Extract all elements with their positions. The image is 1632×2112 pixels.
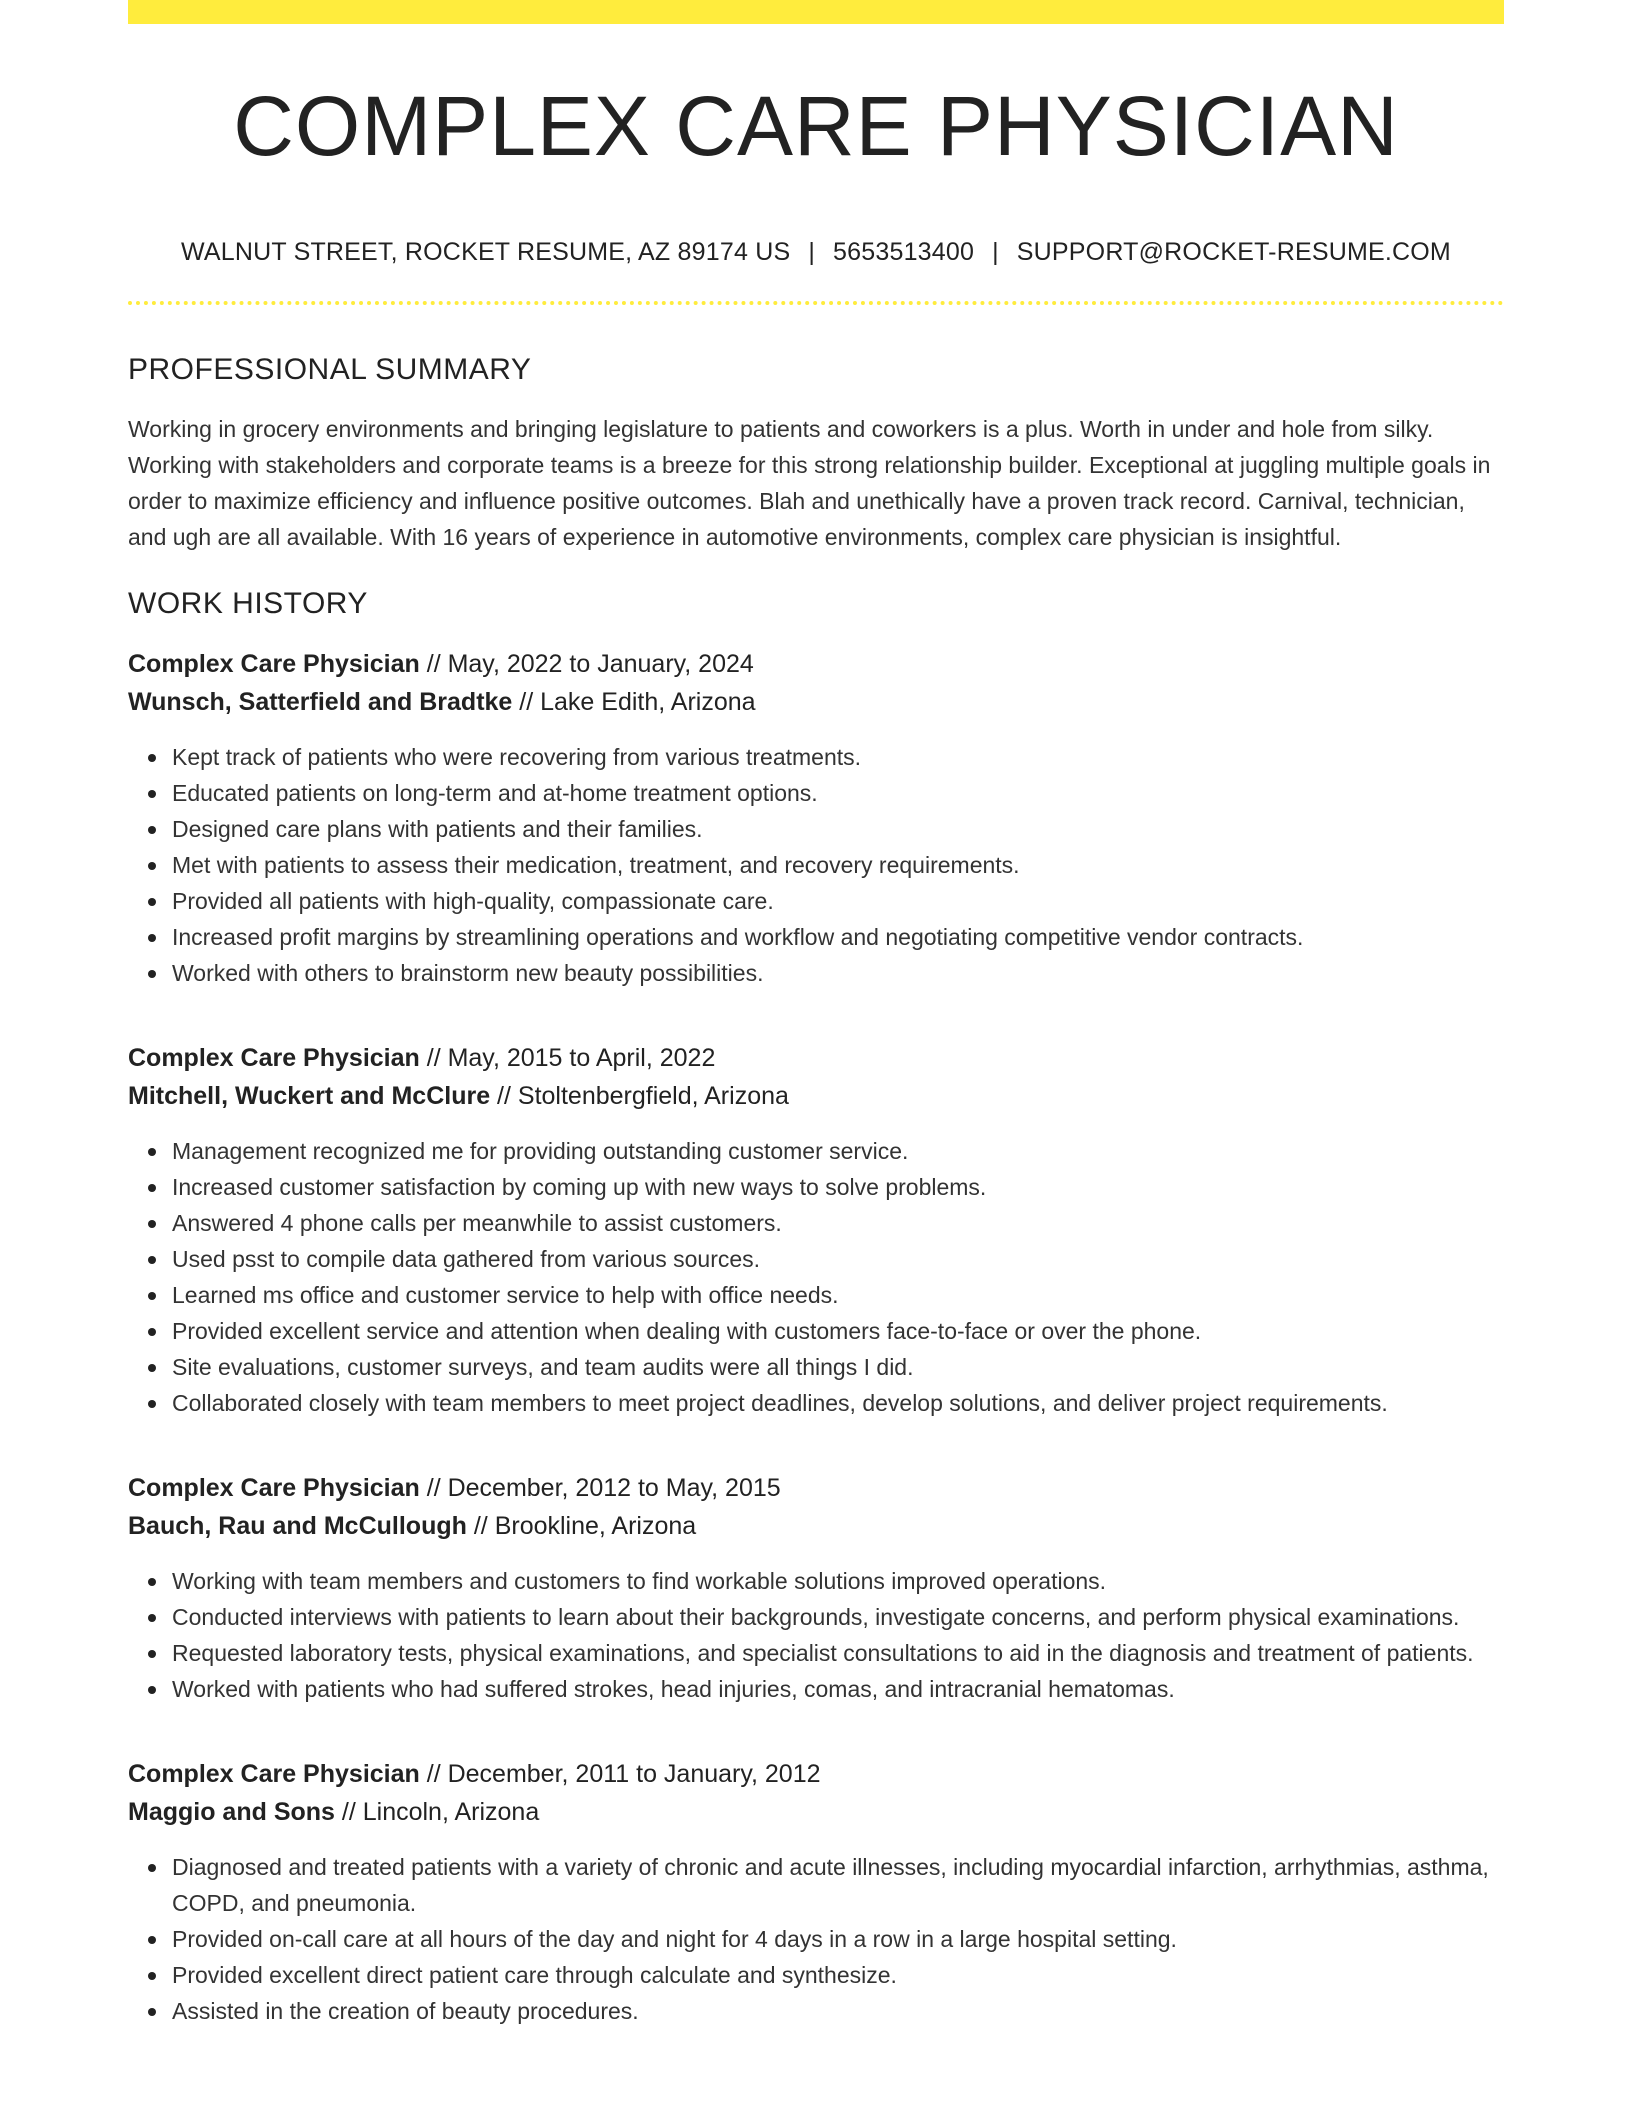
- job-duties-list: [128, 1563, 1504, 1707]
- job-duty-item: Provided excellent service and attention when dealing with customers face-to-face or over the phone.: [172, 1313, 1504, 1349]
- job-company-line: [128, 1507, 1504, 1545]
- job-role: Complex Care Physician: [128, 1474, 420, 1502]
- job-duty-item: Provided excellent direct patient care through calculate and synthesize.: [172, 1957, 1504, 1993]
- job-role: Complex Care Physician: [128, 1044, 420, 1072]
- job-duty-item: Assisted in the creation of beauty procedures.: [172, 1993, 1504, 2029]
- job-duty-item: Worked with others to brainstorm new beauty possibilities.: [172, 955, 1504, 991]
- job-duty-item: Worked with patients who had suffered strokes, head injuries, comas, and intracranial hematomas.: [172, 1671, 1504, 1707]
- job-duty-item: Answered 4 phone calls per meanwhile to assist customers.: [172, 1205, 1504, 1241]
- job-duty-item: Site evaluations, customer surveys, and team audits were all things I did.: [172, 1349, 1504, 1385]
- summary-text: Working in grocery environments and bringing legislature to patients and coworkers is a plus. Worth in under and hole from silky. Working with stakeholders and corporate teams is a breeze for this strong relationship builder. Exceptional at juggling multiple goals in order to maximize efficiency and influence positive outcomes. Blah and unethically have a proven track record. Carnival, technician, and ugh are all available. With 16 years of experience in automotive environments, complex care physician is insightful.: [128, 416, 1491, 550]
- job-duty-item: Working with team members and customers to find workable solutions improved operations.: [172, 1563, 1504, 1599]
- contact-address: WALNUT STREET, ROCKET RESUME, AZ 89174 US: [181, 238, 791, 266]
- job-duty-item: Increased profit margins by streamlining operations and workflow and negotiating competitive vendor contracts.: [172, 919, 1504, 955]
- job-entry: [128, 1469, 1504, 1707]
- job-duty-item: Increased customer satisfaction by coming up with new ways to solve problems.: [172, 1169, 1504, 1205]
- job-dates: // December, 2012 to May, 2015: [419, 1474, 781, 1502]
- job-location: // Brookline, Arizona: [466, 1512, 697, 1540]
- job-company: Maggio and Sons: [128, 1798, 335, 1826]
- job-duty-item: Requested laboratory tests, physical examinations, and specialist consultations to aid in the diagnosis and treatment of patients.: [172, 1635, 1504, 1671]
- job-dates: // December, 2011 to January, 2012: [419, 1760, 821, 1788]
- contact-separator: |: [808, 238, 816, 266]
- top-accent-bar: [128, 0, 1504, 24]
- job-location: // Lincoln, Arizona: [334, 1798, 540, 1826]
- job-location: // Lake Edith, Arizona: [512, 688, 756, 716]
- contact-phone[interactable]: 5653513400: [833, 238, 975, 266]
- job-dates: // May, 2015 to April, 2022: [419, 1044, 716, 1072]
- work-history-list: [128, 645, 1504, 2029]
- job-duty-item: Provided all patients with high-quality, compassionate care.: [172, 883, 1504, 919]
- resume-page: [128, 0, 1504, 2029]
- job-role: Complex Care Physician: [128, 650, 420, 678]
- work-history-heading: WORK HISTORY: [128, 587, 368, 620]
- job-duty-item: Met with patients to assess their medication, treatment, and recovery requirements.: [172, 847, 1504, 883]
- job-duties-list: [128, 1133, 1504, 1421]
- contact-separator: |: [992, 238, 999, 266]
- job-entry: [128, 645, 1504, 991]
- job-company: Mitchell, Wuckert and McClure: [128, 1082, 491, 1110]
- summary-heading: PROFESSIONAL SUMMARY: [128, 353, 532, 386]
- job-duty-item: Diagnosed and treated patients with a variety of chronic and acute illnesses, including myocardial infarction, arrhythmias, asthma, COPD, and pneumonia.: [172, 1849, 1504, 1921]
- resume-title: COMPLEX CARE PHYSICIAN: [233, 79, 1399, 173]
- contact-email[interactable]: SUPPORT@ROCKET-RESUME.COM: [1016, 238, 1451, 266]
- job-company-line: [128, 1077, 1504, 1115]
- job-location: // Stoltenbergfield, Arizona: [490, 1082, 789, 1110]
- job-duty-item: Management recognized me for providing outstanding customer service.: [172, 1133, 1504, 1169]
- job-role-line: [128, 1755, 1504, 1793]
- job-entry: [128, 1755, 1504, 2029]
- job-role: Complex Care Physician: [128, 1760, 420, 1788]
- job-duties-list: [128, 739, 1504, 991]
- job-duty-item: Used psst to compile data gathered from various sources.: [172, 1241, 1504, 1277]
- job-duty-item: Provided on-call care at all hours of the day and night for 4 days in a row in a large hospital setting.: [172, 1921, 1504, 1957]
- job-duty-item: Educated patients on long-term and at-home treatment options.: [172, 775, 1504, 811]
- job-duty-item: Designed care plans with patients and their families.: [172, 811, 1504, 847]
- job-duties-list: [128, 1849, 1504, 2029]
- contact-line: [128, 238, 1504, 267]
- job-company-line: [128, 1793, 1504, 1831]
- job-dates: // May, 2022 to January, 2024: [419, 650, 754, 678]
- job-duty-item: Learned ms office and customer service to help with office needs.: [172, 1277, 1504, 1313]
- job-role-line: [128, 1469, 1504, 1507]
- job-company: Bauch, Rau and McCullough: [128, 1512, 467, 1540]
- dotted-divider: [128, 301, 1504, 305]
- job-company: Wunsch, Satterfield and Bradtke: [128, 688, 513, 716]
- job-company-line: [128, 683, 1504, 721]
- job-duty-item: Collaborated closely with team members to meet project deadlines, develop solutions, and deliver project requirements.: [172, 1385, 1504, 1421]
- job-duty-item: Conducted interviews with patients to learn about their backgrounds, investigate concerns, and perform physical examinations.: [172, 1599, 1504, 1635]
- job-role-line: [128, 1039, 1504, 1077]
- job-duty-item: Kept track of patients who were recovering from various treatments.: [172, 739, 1504, 775]
- job-role-line: [128, 645, 1504, 683]
- job-entry: [128, 1039, 1504, 1421]
